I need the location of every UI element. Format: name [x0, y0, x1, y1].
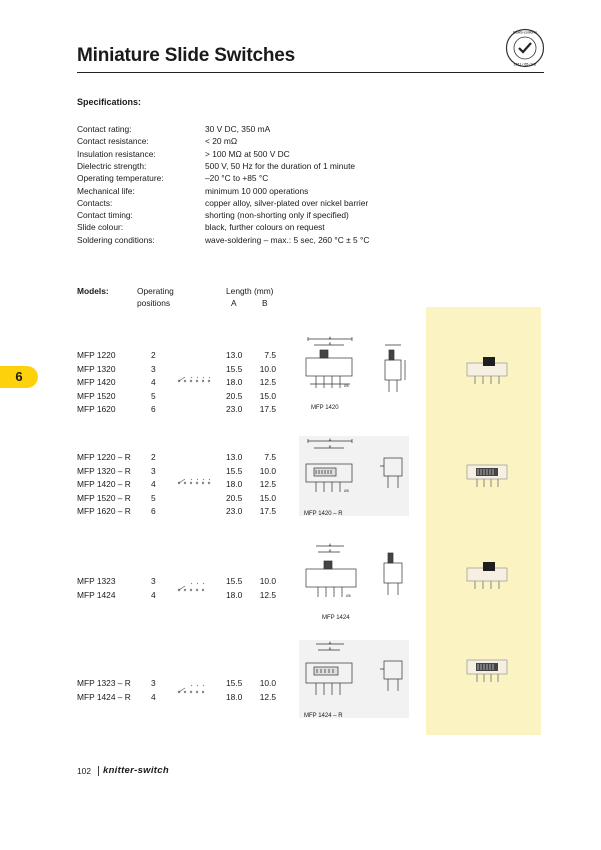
- model-name: MFP 1420 – R: [77, 479, 131, 489]
- table-row: [77, 506, 287, 519]
- model-name: MFP 1220 – R: [77, 452, 131, 462]
- spec-value: > 100 MΩ at 500 V DC: [205, 148, 290, 159]
- switch-photo: [463, 462, 511, 492]
- model-name: MFP 1220: [77, 350, 116, 360]
- model-name: MFP 1520: [77, 390, 116, 401]
- svg-text:A: A: [328, 641, 332, 645]
- operating-positions: 5: [151, 390, 156, 401]
- specifications-heading: Specifications:: [77, 97, 142, 107]
- drawing-caption: MFP 1424 – R: [304, 713, 343, 719]
- length-heading: Length (mm): [226, 286, 274, 296]
- title-rule: [77, 72, 544, 73]
- model-name: MFP 1323: [77, 576, 116, 586]
- length-a: 23.0: [226, 506, 243, 516]
- models-heading: Models:: [77, 286, 109, 296]
- length-b: 15.0: [259, 390, 276, 401]
- spec-value: 500 V, 50 Hz for the duration of 1 minute: [205, 160, 356, 171]
- operating-positions: 3: [151, 576, 156, 586]
- drawing-caption: MFP 1424: [322, 615, 350, 621]
- model-name: MFP 1520 – R: [77, 492, 131, 503]
- operating-heading: Operating: [137, 286, 174, 296]
- svg-text:B: B: [328, 341, 332, 346]
- svg-text:Ø6: Ø6: [344, 384, 349, 388]
- spec-value: shorting (non-shorting only if specified): [205, 210, 349, 221]
- rohs-seal-icon: [505, 28, 545, 68]
- length-b: 7.5: [264, 452, 276, 462]
- length-b: 15.0: [259, 492, 276, 503]
- switch-photo: [463, 657, 511, 687]
- spec-value: wave-soldering – max.: 5 sec, 260 °C ± 5 °C: [205, 234, 370, 245]
- chapter-tab: 6: [0, 366, 38, 388]
- length-a: 18.0: [226, 377, 243, 387]
- brand-logo: knitter-switch: [103, 765, 169, 776]
- length-a: 13.0: [226, 350, 243, 360]
- switch-drawing-side: [378, 655, 410, 701]
- model-name: MFP 1420: [77, 377, 116, 387]
- model-name: MFP 1424: [77, 589, 116, 600]
- length-b: 10.0: [259, 465, 276, 476]
- length-a: 15.5: [226, 576, 243, 586]
- length-b: 10.0: [259, 576, 276, 586]
- positions-heading: positions: [137, 298, 171, 308]
- operating-positions: 3: [151, 678, 156, 688]
- circuit-symbol-icon: [176, 680, 212, 696]
- operating-positions: 3: [151, 465, 156, 476]
- length-a: 20.5: [226, 492, 243, 503]
- page-number: 102: [77, 766, 91, 776]
- length-a: 15.5: [226, 363, 243, 374]
- table-row: [77, 452, 287, 465]
- switch-drawing-side: [378, 545, 410, 603]
- spec-label: Contacts:: [77, 197, 113, 208]
- table-row: [77, 391, 287, 404]
- switch-drawing-front: [300, 336, 360, 404]
- length-a: 13.0: [226, 452, 243, 462]
- spec-label: Contact resistance:: [77, 136, 149, 147]
- switch-drawing-front: [300, 641, 360, 711]
- switch-drawing-front: [300, 543, 360, 613]
- svg-text:A: A: [328, 336, 332, 340]
- table-row: [77, 404, 287, 417]
- length-b-heading: B: [262, 298, 268, 308]
- spec-value: copper alloy, silver-plated over nickel barrier: [205, 197, 369, 208]
- length-b: 12.5: [259, 589, 276, 600]
- model-name: MFP 1323 – R: [77, 678, 131, 688]
- operating-positions: 4: [151, 377, 156, 387]
- switch-photo: [463, 356, 511, 386]
- switch-drawing-front: [300, 438, 360, 508]
- operating-positions: 6: [151, 506, 156, 516]
- svg-text:A: A: [328, 438, 332, 442]
- table-row: [77, 493, 287, 506]
- spec-label: Soldering conditions:: [77, 234, 155, 245]
- spec-value: 30 V DC, 350 mA: [205, 124, 271, 134]
- svg-text:Ø8: Ø8: [344, 489, 349, 493]
- svg-text:RoHS-conform: RoHS-conform: [513, 30, 537, 35]
- operating-positions: 3: [151, 363, 156, 374]
- spec-value: < 20 mΩ: [205, 136, 238, 147]
- length-b: 12.5: [259, 377, 276, 387]
- spec-label: Mechanical life:: [77, 185, 135, 196]
- spec-label: Slide colour:: [77, 222, 124, 233]
- model-name: MFP 1320: [77, 363, 116, 374]
- length-a: 18.0: [226, 589, 243, 600]
- svg-text:B: B: [328, 548, 332, 553]
- model-name: MFP 1320 – R: [77, 465, 131, 476]
- model-name: MFP 1424 – R: [77, 691, 131, 702]
- svg-text:Ø8: Ø8: [346, 594, 351, 598]
- spec-label: Contact rating:: [77, 124, 132, 134]
- operating-positions: 2: [151, 350, 156, 360]
- operating-positions: 6: [151, 404, 156, 414]
- footer-divider: [98, 766, 99, 776]
- switch-drawing-side: [378, 452, 410, 498]
- length-b: 10.0: [259, 678, 276, 688]
- drawing-caption: MFP 1420: [311, 405, 339, 411]
- length-b: 7.5: [264, 350, 276, 360]
- spec-label: Dielectric strength:: [77, 160, 147, 171]
- spec-value: minimum 10 000 operations: [205, 185, 309, 196]
- operating-positions: 4: [151, 479, 156, 489]
- length-b: 17.5: [259, 404, 276, 414]
- length-a: 23.0: [226, 404, 243, 414]
- page-title: Miniature Slide Switches: [77, 45, 295, 66]
- spec-label: Operating temperature:: [77, 173, 164, 184]
- length-a: 18.0: [226, 691, 243, 702]
- spec-label: Contact timing:: [77, 210, 133, 221]
- switch-photo: [463, 561, 511, 591]
- drawing-caption: MFP 1420 – R: [304, 511, 343, 517]
- length-b: 10.0: [259, 363, 276, 374]
- svg-text:A: A: [328, 543, 332, 547]
- length-b: 17.5: [259, 506, 276, 516]
- operating-positions: 5: [151, 492, 156, 503]
- spec-value: black, further colours on request: [205, 222, 325, 233]
- length-b: 12.5: [259, 479, 276, 489]
- svg-text:B: B: [328, 646, 332, 651]
- svg-text:B: B: [328, 444, 332, 449]
- length-a: 15.5: [226, 465, 243, 476]
- length-a: 15.5: [226, 678, 243, 688]
- length-a: 20.5: [226, 390, 243, 401]
- svg-text:2011 / 65 / EU: 2011 / 65 / EU: [513, 62, 537, 67]
- circuit-symbol-icon: [176, 578, 212, 594]
- model-name: MFP 1620 – R: [77, 506, 131, 516]
- length-a-heading: A: [231, 298, 237, 308]
- circuit-symbol-icon: [176, 374, 216, 384]
- operating-positions: 4: [151, 691, 156, 702]
- length-a: 18.0: [226, 479, 243, 489]
- model-name: MFP 1620: [77, 404, 116, 414]
- spec-value: –20 °C to +85 °C: [205, 173, 269, 184]
- operating-positions: 2: [151, 452, 156, 462]
- length-b: 12.5: [259, 691, 276, 702]
- operating-positions: 4: [151, 589, 156, 600]
- circuit-symbol-icon: [176, 476, 216, 486]
- table-row: [77, 350, 287, 363]
- spec-label: Insulation resistance:: [77, 148, 156, 159]
- switch-drawing-side: [377, 340, 412, 400]
